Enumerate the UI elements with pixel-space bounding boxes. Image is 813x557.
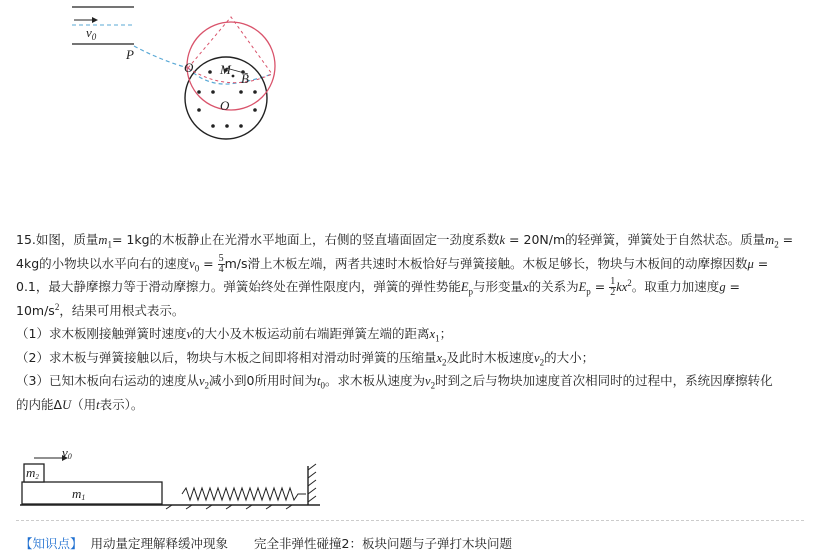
fraction-5-4: $\frac{5}{4}$ [218,252,224,275]
label-o-center: O [220,98,230,113]
question-3: （3）已知木板向右运动的速度从$v_2$减小到0所用时间为$t_0$。求木板从速度为$v_2$时到之后与物块加速度首次相同时的过程中，系统因摩擦转化 [16,373,773,391]
label-p: P [126,47,134,62]
wall-hatching [308,464,316,502]
problem-line-2: 4kg的小物块以水平向右的速度$v_0$ = $\frac{5}{4}$ m/s滑上木板左端，两者共速时木板恰好与弹簧接触。木板足够长，物块与木板间的动摩擦因数μ = [16,252,769,275]
board-spring-figure [0,448,813,510]
question-3-cont: 的内能ΔU（用t表示）。 [16,396,144,412]
knowledge-point-item[interactable]: 用动量定理解释缓冲现象 [90,536,229,551]
question-1: （1）求木板刚接触弹簧时速度v的大小及木板运动前右端距弹簧左端的距离$x_1$； [16,326,453,344]
section-divider [16,520,804,521]
label-v0: $v_0$ [86,25,97,42]
fraction-1-2: $\frac{1}{2}$ [610,276,616,298]
knowledge-point-tag: 【知识点】 [20,536,83,551]
problem-line-3: 0.1，最大静摩擦力等于滑动摩擦力。弹簧始终处在弹性限度内，弹簧的弹性势能$E_p$与形变量x的关系为$E_p$ = $\frac{1}{2}$ $kx^2$。取重力加速度g = [16,276,741,298]
circle-field-figure [0,0,813,215]
label-o-top: O [184,60,194,75]
label-m2: m2 [26,465,39,481]
label-b: B [241,71,249,86]
label-m1: m1 [72,486,86,502]
question-2: （2）求木板与弹簧接触以后，物块与木板之间即将相对滑动时弹簧的压缩量$x_2$及此时木板速度$v_2$的大小； [16,349,595,367]
label-m: M [220,62,231,77]
spring [182,488,306,500]
problem-text [16,228,806,416]
problem-line-4: $10m/s^2$，结果可用根式表示。 [16,301,185,318]
knowledge-points [20,534,512,552]
label-v0-bottom: v0 [62,448,72,461]
velocity-arrowhead [92,17,98,23]
trajectory-dashed [134,46,188,68]
problem-line-1: 15.如图，质量$m_1= 1kg$的木板静止在光滑水平地面上，右侧的竖直墙面固定一劲度系数k = 20N/m的轻弹簧，弹簧处于自然状态。质量$m_2$ = [16,232,794,250]
board-m1 [22,482,162,504]
knowledge-point-item[interactable]: 完全非弹性碰撞2：板块问题与子弹打木块问题 [254,536,512,551]
